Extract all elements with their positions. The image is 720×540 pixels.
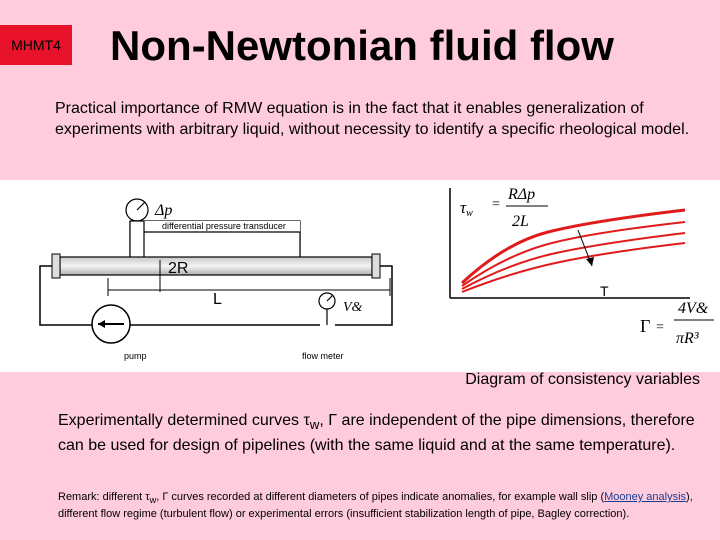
gamma-denominator: πR³ [676, 330, 699, 347]
intro-paragraph: Practical importance of RMW equation is in the fact that it enables generalization of experiments with arbitrary liquid, without necessity to identify a specific rheological model. [55, 100, 690, 138]
apparatus-diagram [40, 199, 392, 361]
tau-formula-numerator: RΔp [508, 186, 536, 203]
tau-w-symbol: τw [460, 198, 473, 219]
tau-formula-denominator: 2L [512, 213, 529, 230]
pump-label: pump [124, 351, 147, 361]
figure-caption: Diagram of consistency variables [465, 371, 700, 388]
temperature-label: T [600, 283, 609, 299]
delta-p-label: Δp [155, 202, 173, 219]
remark-paragraph: Remark: different $\tau_w$, Γ curves recorded at different diameters of pipes indicate anomalies, for example wall slip (Mooney analysis), different flow regime (turbulent flow) or experimental errors (insufficient stabilization length of pipe, Bagley correction). [58, 491, 693, 521]
mooney-analysis-link[interactable]: Mooney analysis [604, 491, 687, 503]
svg-text:=: = [656, 320, 664, 335]
gamma-symbol: Γ [640, 316, 651, 336]
figure-svg [0, 180, 720, 372]
body-paragraph: Experimentally determined curves $\tau_w$, Γ are independent of the pipe dimensions, therefore can be used for design of pipelines (with the same liquid and at the same temperature). [58, 412, 695, 455]
gamma-numerator: 4V& [678, 300, 709, 317]
pipe [60, 257, 372, 275]
slide-badge: MHMT4 [0, 25, 72, 65]
page-title: Non-Newtonian fluid flow [110, 22, 614, 69]
transducer-label: differential pressure transducer [162, 221, 286, 231]
svg-text:=: = [492, 197, 500, 212]
flow-meter-label: flow meter [302, 351, 344, 361]
radius-label: 2R [168, 260, 189, 277]
flow-symbol: V& [343, 300, 363, 315]
consistency-plot [450, 186, 714, 347]
curve-2 [462, 222, 685, 286]
figure-area [0, 180, 720, 372]
length-label: L [213, 291, 222, 308]
